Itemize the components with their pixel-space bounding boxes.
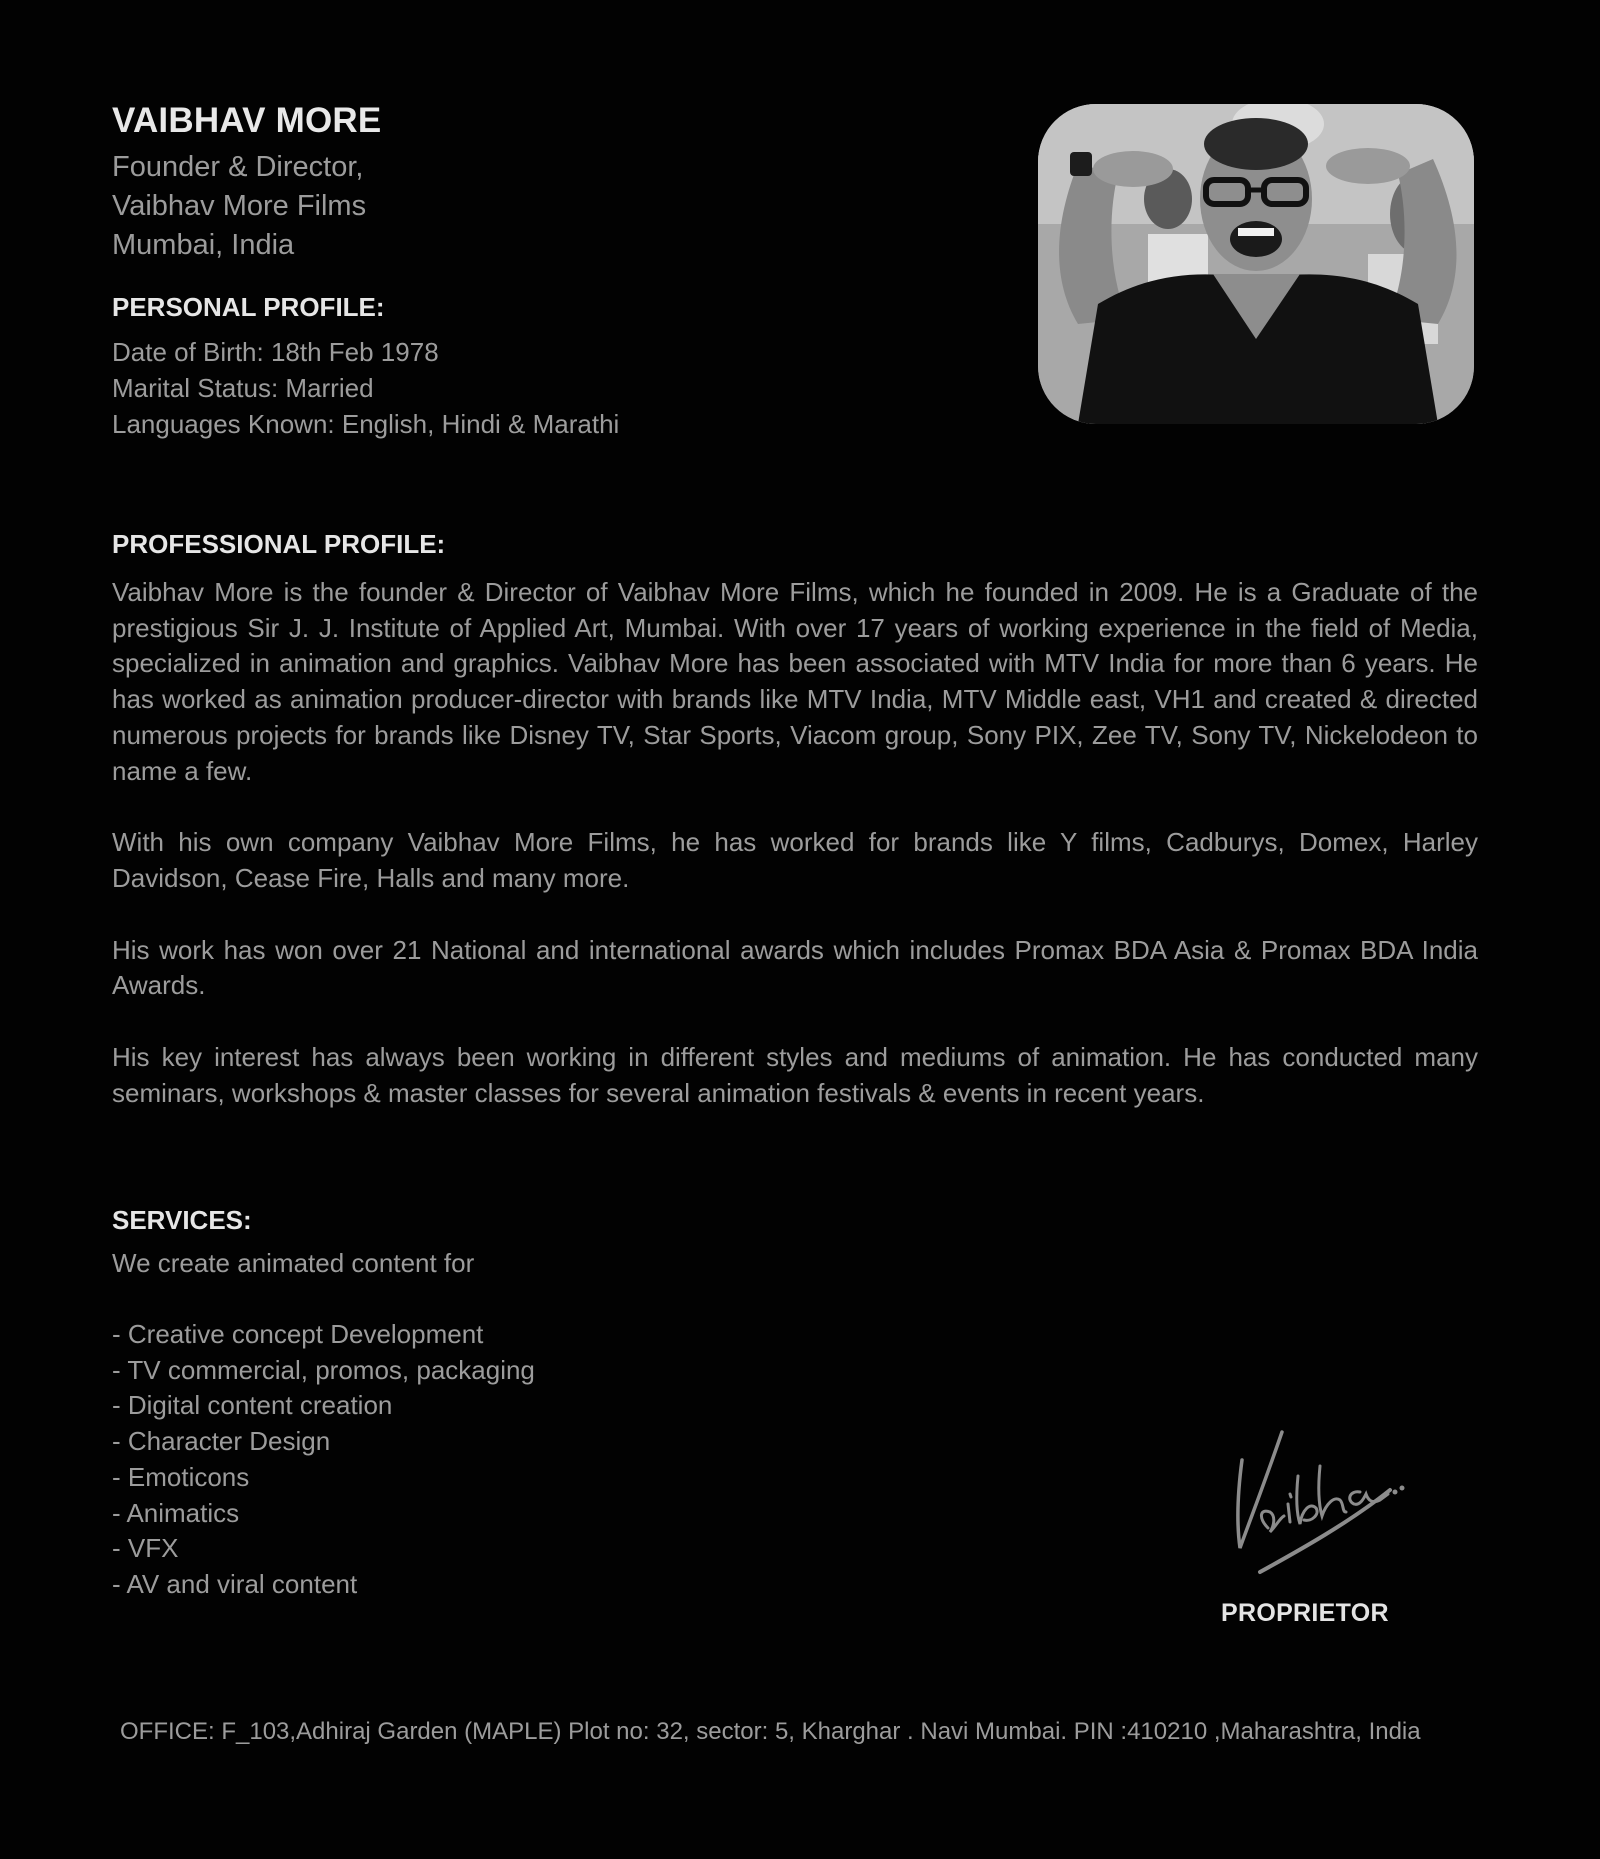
profile-paragraph: His key interest has always been working in different styles and mediums of animation. He has conducted many seminars, workshops & master classes for several animation festivals & events in recent years.: [112, 1042, 1478, 1108]
profile-photo-image: [1038, 104, 1474, 424]
services-section: [112, 1203, 992, 1603]
handwritten-signature: [1210, 1420, 1410, 1580]
marital-status: Marital Status: Married: [112, 373, 374, 403]
services-heading: SERVICES:: [112, 1205, 252, 1235]
service-item: - VFX: [112, 1533, 179, 1564]
job-title: Founder & Director,: [112, 151, 364, 183]
proprietor-label: PROPRIETOR: [1221, 1599, 1389, 1627]
header-block: [112, 98, 992, 265]
personal-profile-section: [112, 290, 992, 442]
service-item: - TV commercial, promos, packaging: [112, 1354, 535, 1385]
service-item: - Animatics: [112, 1497, 240, 1528]
service-item: - Emoticons: [112, 1461, 250, 1492]
profile-paragraph: Vaibhav More is the founder & Director of Vaibhav More Films, which he founded in 2009. He is a Graduate of the prestigious Sir J. J. Institute of Applied Art, Mumbai. With over 17 years of working experience in the field of Media, specialized in animation and graphics. Vaibhav More has been associated with MTV India for more than 6 years. He has worked as animation producer-director with brands like MTV India, MTV Middle east, VH1 and created & directed numerous projects for brands like Disney TV, Star Sports, Viacom group, Sony PIX, Zee TV, Sony TV, Nickelodeon to name a few.: [112, 577, 1478, 786]
profile-photo: [1038, 104, 1474, 424]
service-item: - AV and viral content: [112, 1568, 358, 1599]
languages-known: Languages Known: English, Hindi & Marathi: [112, 409, 620, 439]
service-item: - Digital content creation: [112, 1390, 393, 1421]
services-intro: We create animated content for: [112, 1248, 475, 1278]
service-item: - Creative concept Development: [112, 1319, 484, 1349]
profile-paragraph: With his own company Vaibhav More Films, he has worked for brands like Y films, Cadburys, Domex, Harley Davidson, Cease Fire, Halls and many more.: [112, 827, 1478, 893]
signature-graphic: [1210, 1420, 1410, 1580]
service-item: - Character Design: [112, 1426, 331, 1457]
professional-profile-section: [112, 527, 1478, 1147]
location: Mumbai, India: [112, 229, 295, 261]
profile-paragraph: His work has won over 21 National and international awards which includes Promax BDA Asia & Promax BDA India Awards.: [112, 934, 1478, 1001]
office-address: OFFICE: F_103,Adhiraj Garden (MAPLE) Plot no: 32, sector: 5, Kharghar . Navi Mumbai. PIN :410210 ,Maharashtra, India: [120, 1718, 1421, 1745]
company-name: Vaibhav More Films: [112, 190, 367, 222]
date-of-birth: Date of Birth: 18th Feb 1978: [112, 337, 439, 367]
professional-profile-heading: PROFESSIONAL PROFILE:: [112, 529, 446, 559]
personal-profile-heading: PERSONAL PROFILE:: [112, 292, 385, 322]
person-name: VAIBHAV MORE: [112, 101, 382, 140]
services-list: [112, 1317, 992, 1603]
